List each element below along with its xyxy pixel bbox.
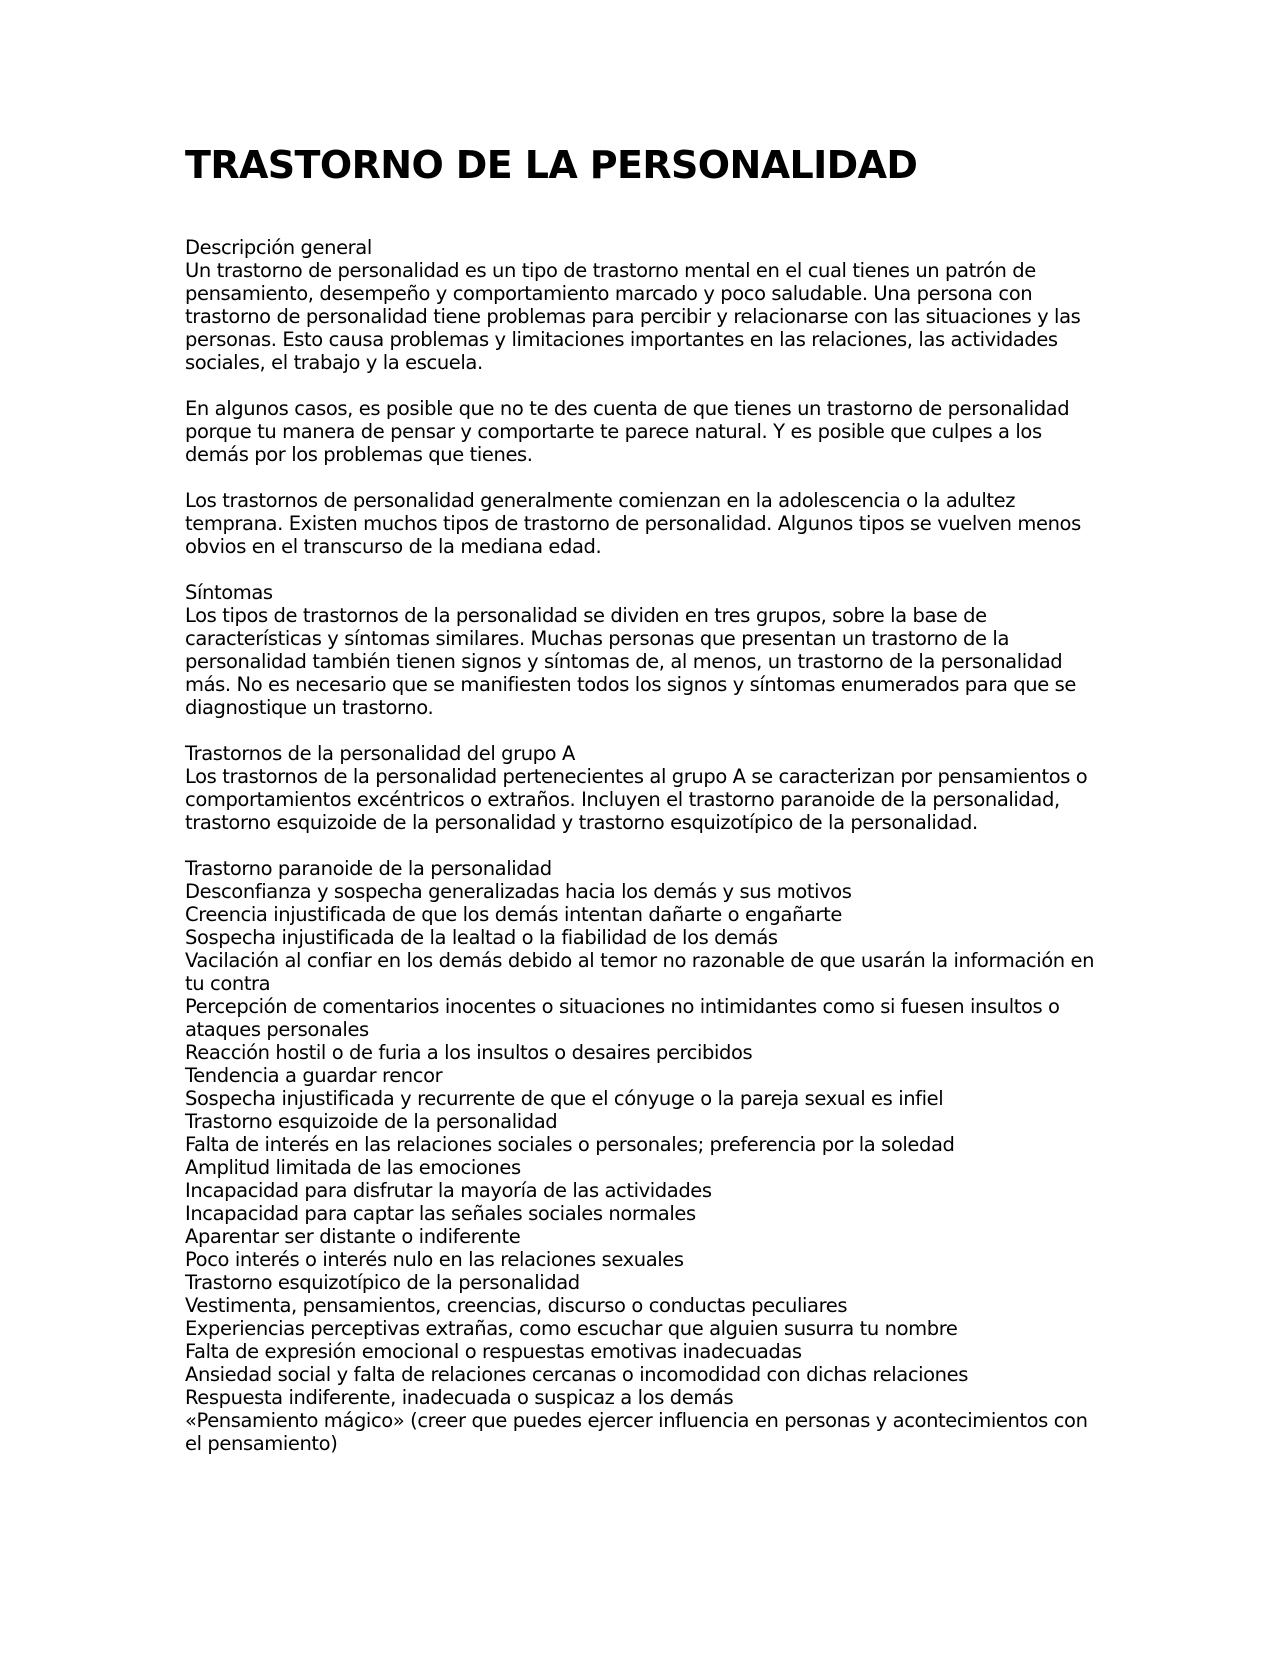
paragraph-line: diagnostique un trastorno. <box>185 696 434 719</box>
list-line: Aparentar ser distante o indiferente <box>185 1225 521 1248</box>
paragraph-group <box>185 236 1088 834</box>
list-line: Percepción de comentarios inocentes o situaciones no intimidantes como si fuesen insultos o <box>185 995 1060 1018</box>
paragraph <box>185 581 1085 719</box>
paragraph-line: características y síntomas similares. Muchas personas que presentan un trastorno de la <box>185 627 1009 650</box>
symptom-list <box>185 857 1095 1455</box>
list-line: Trastorno esquizoide de la personalidad <box>185 1110 558 1133</box>
list-line: Sospecha injustificada de la lealtad o la fiabilidad de los demás <box>185 926 778 949</box>
paragraph-line: Síntomas <box>185 581 273 604</box>
paragraph-line: obvios en el transcurso de la mediana edad. <box>185 535 602 558</box>
list-line: Incapacidad para disfrutar la mayoría de las actividades <box>185 1179 712 1202</box>
list-line: Poco interés o interés nulo en las relaciones sexuales <box>185 1248 684 1271</box>
list-line: Falta de expresión emocional o respuestas emotivas inadecuadas <box>185 1340 802 1363</box>
paragraph-line: Descripción general <box>185 236 372 259</box>
list-line: Sospecha injustificada y recurrente de que el cónyuge o la pareja sexual es infiel <box>185 1087 944 1110</box>
paragraph-line: Trastornos de la personalidad del grupo A <box>185 742 575 765</box>
list-line: Respuesta indiferente, inadecuada o suspicaz a los demás <box>185 1386 734 1409</box>
list-line: Vacilación al confiar en los demás debido al temor no razonable de que usarán la información en <box>185 949 1095 972</box>
list-line: tu contra <box>185 972 271 995</box>
list-line: Falta de interés en las relaciones sociales o personales; preferencia por la soledad <box>185 1133 955 1156</box>
list-line: Trastorno paranoide de la personalidad <box>185 857 552 880</box>
paragraph-line: demás por los problemas que tienes. <box>185 443 533 466</box>
list-line: Desconfianza y sospecha generalizadas hacia los demás y sus motivos <box>185 880 852 903</box>
paragraph-line: pensamiento, desempeño y comportamiento marcado y poco saludable. Una persona con <box>185 282 1033 305</box>
paragraph <box>185 397 1085 466</box>
paragraph-line: trastorno de personalidad tiene problemas para percibir y relacionarse con las situaciones y las <box>185 305 1081 328</box>
list-line: «Pensamiento mágico» (creer que puedes ejercer influencia en personas y acontecimientos con <box>185 1409 1088 1432</box>
list-line: Creencia injustificada de que los demás intentan dañarte o engañarte <box>185 903 842 926</box>
paragraph-line: comportamientos excéntricos o extraños. Incluyen el trastorno paranoide de la personalidad, <box>185 788 1060 811</box>
list-line: Experiencias perceptivas extrañas, como escuchar que alguien susurra tu nombre <box>185 1317 958 1340</box>
list-line: Reacción hostil o de furia a los insultos o desaires percibidos <box>185 1041 753 1064</box>
list-line: ataques personales <box>185 1018 369 1041</box>
paragraph-line: porque tu manera de pensar y comportarte te parece natural. Y es posible que culpes a los <box>185 420 1042 443</box>
list-line: el pensamiento) <box>185 1432 338 1455</box>
paragraph <box>185 236 1085 374</box>
paragraph-line: En algunos casos, es posible que no te des cuenta de que tienes un trastorno de personalidad <box>185 397 1070 420</box>
list-line: Amplitud limitada de las emociones <box>185 1156 521 1179</box>
list-line: Ansiedad social y falta de relaciones cercanas o incomodidad con dichas relaciones <box>185 1363 969 1386</box>
list-line: Tendencia a guardar rencor <box>185 1064 443 1087</box>
paragraph-line: Un trastorno de personalidad es un tipo de trastorno mental en el cual tienes un patrón de <box>185 259 1036 282</box>
paragraph-line: sociales, el trabajo y la escuela. <box>185 351 483 374</box>
paragraph <box>185 742 1088 834</box>
list-line: Vestimenta, pensamientos, creencias, discurso o conductas peculiares <box>185 1294 848 1317</box>
paragraph <box>185 489 1085 558</box>
paragraph-line: trastorno esquizoide de la personalidad y trastorno esquizotípico de la personalidad. <box>185 811 978 834</box>
list-line: Incapacidad para captar las señales sociales normales <box>185 1202 696 1225</box>
list-line: Trastorno esquizotípico de la personalidad <box>185 1271 580 1294</box>
paragraph-line: Los tipos de trastornos de la personalidad se dividen en tres grupos, sobre la base de <box>185 604 987 627</box>
paragraph-line: personalidad también tienen signos y síntomas de, al menos, un trastorno de la personalidad <box>185 650 1063 673</box>
document-page <box>185 136 1095 1455</box>
document-body <box>185 236 1095 1455</box>
paragraph-line: temprana. Existen muchos tipos de trastorno de personalidad. Algunos tipos se vuelven menos <box>185 512 1081 535</box>
paragraph-line: personas. Esto causa problemas y limitaciones importantes en las relaciones, las actividades <box>185 328 1058 351</box>
paragraph-line: más. No es necesario que se manifiesten todos los signos y síntomas enumerados para que se <box>185 673 1076 696</box>
paragraph-line: Los trastornos de la personalidad pertenecientes al grupo A se caracterizan por pensamientos o <box>185 765 1088 788</box>
paragraph-line: Los trastornos de personalidad generalmente comienzan en la adolescencia o la adultez <box>185 489 1016 512</box>
document-title: TRASTORNO DE LA PERSONALIDAD <box>185 143 918 187</box>
